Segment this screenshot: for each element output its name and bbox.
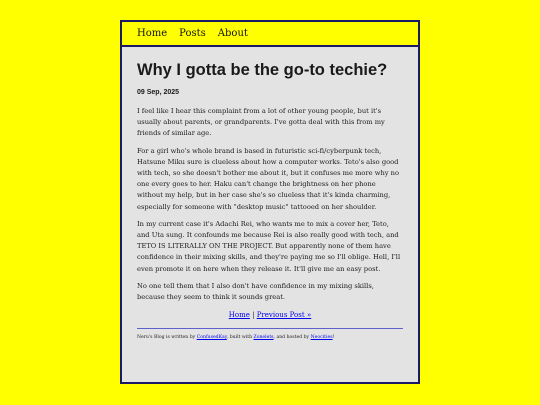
blog-frame	[120, 20, 420, 384]
post-paragraph-3: In my current case it's Adachi Rei, who wants me to mix a cover her, Teto, and Uta sung. It confounds me because Rei is also really good with tech, and TETO IS LITERALLY ON THE PROJECT. But apparently none of them have confidence in their mixing skills, and they're paying me so I'll oblige. Hell, I'll even promote it on here when they release it. It'll give me an easy post.	[137, 219, 401, 273]
footer-author-link[interactable]: ConfusedKay	[196, 335, 227, 341]
footer-divider	[137, 328, 403, 329]
nav-home-link[interactable]: Home	[137, 28, 168, 39]
post-paragraph-2: For a girl who's whole brand is based in futuristic sci-fi/cyberpunk tech, Hatsune Miku sure is clueless about how a computer works. Teto's also good with tech, so she doesn't bother me about it, but it confuses me more why no one every goes to her. Haku can't change the brightness on her phone without my help, but in her case she's so clueless that it's kinda charming, especially for someone with "desktop music" tattooed on her shoulder.	[137, 146, 399, 211]
footer-mid-2: , and hosted by	[273, 335, 311, 341]
post-title: Why I gotta be the go-to techie?	[137, 61, 388, 79]
footer-suffix: !	[332, 335, 335, 341]
pager-home-link[interactable]: Home	[228, 311, 250, 320]
pager-separator: |	[249, 311, 257, 320]
site-footer	[137, 334, 403, 341]
footer-mid-1: , built with	[226, 335, 254, 341]
post-content	[122, 60, 418, 341]
post-date: 09 Sep, 2025	[137, 89, 180, 96]
footer-builder-link[interactable]: Zonelets	[253, 335, 274, 341]
post-paragraph-4: No one tell them that I also don't have confidence in my mixing skills, because they seem to think it sounds great.	[137, 281, 374, 302]
post-pager	[137, 310, 403, 320]
footer-host-link[interactable]: Neocities	[310, 335, 333, 341]
nav-posts-link[interactable]: Posts	[179, 28, 206, 39]
nav-about-link[interactable]: About	[217, 28, 248, 39]
top-nav	[122, 22, 418, 47]
pager-previous-post-link[interactable]: Previous Post »	[256, 311, 312, 320]
post-paragraph-1: I feel like I hear this complaint from a lot of other young people, but it's usually about parents, or grandparents. I've gotta deal with this from my friends of similar age.	[137, 107, 385, 138]
footer-prefix: Neru's Blog is written by	[137, 335, 197, 341]
